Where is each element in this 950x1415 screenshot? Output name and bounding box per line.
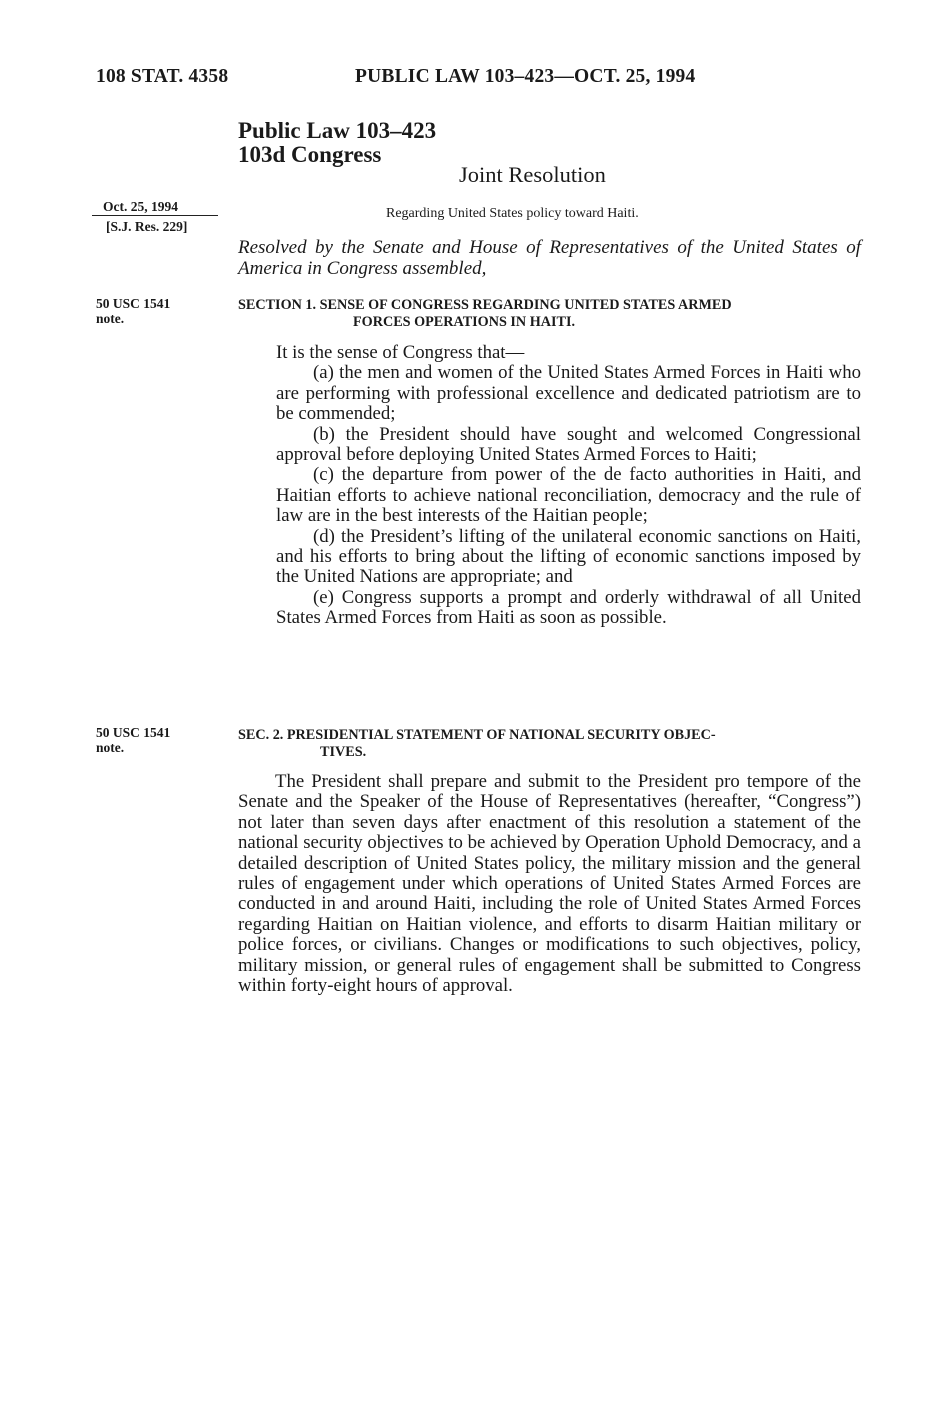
law-number: Public Law 103–423: [238, 118, 437, 143]
margin-note-1-label: note.: [96, 311, 125, 326]
section-2-body: [238, 772, 861, 996]
section-1-item-a: (a) the men and women of the United States Armed Forces in Haiti who are performing with professional excellence and dedicated patriotism are to be commended;: [276, 362, 861, 425]
enactment-date: Oct. 25, 1994: [103, 199, 178, 214]
margin-note-1-cite: 50 USC 1541: [96, 296, 171, 311]
running-title: PUBLIC LAW 103–423—OCT. 25, 1994: [355, 66, 696, 87]
margin-note-2: [96, 725, 170, 755]
margin-note-2-label: note.: [96, 740, 125, 755]
section-1-item-c: (c) the departure from power of the de facto authorities in Haiti, and Haitian efforts to achieve national reconciliation, democracy and the rule of law are in the best interests of the Haitian people;: [276, 464, 861, 527]
section-1-intro: It is the sense of Congress that—: [276, 342, 525, 363]
section-2-text: The President shall prepare and submit to the President pro tempore of the Senate and the Speaker of the House of Representatives (hereafter, “Congress”) not later than seven days after enactment of this resolution a statement of the national security objectives to be achieved by Operation Uphold Democracy, and a detailed description of United States policy, the military mission and the general rules of engagement under which operations of United States Armed Forces are conducted in and around Haiti, including the role of United States Armed Forces regarding Haitian on Haitian violence, and efforts to disarm Haitian military or police forces, or civilians. Changes or modifications to such objectives, policy, military mission, or general rules of engagement shall be submitted to Congress within forty-eight hours of approval.: [238, 771, 861, 997]
stat-reference: 108 STAT. 4358: [96, 66, 229, 87]
section-1-heading: [238, 297, 868, 331]
section-1-item-d: (d) the President’s lifting of the unilateral economic sanctions on Haiti, and his efforts to bring about the lifting of economic sanctions imposed by the United Nations are appropriate; and: [276, 525, 861, 588]
margin-note-2-cite: 50 USC 1541: [96, 725, 171, 740]
congress-number: 103d Congress: [238, 142, 382, 167]
section-2-heading-line1: SEC. 2. PRESIDENTIAL STATEMENT OF NATIONAL SECURITY OBJEC-: [238, 727, 716, 743]
section-1-body: [276, 343, 861, 629]
margin-rule: [92, 215, 218, 216]
document-type: Joint Resolution: [459, 162, 606, 187]
section-1-heading-line1: SECTION 1. SENSE OF CONGRESS REGARDING UNITED STATES ARMED: [238, 297, 732, 313]
section-1-heading-line2: FORCES OPERATIONS IN HAITI.: [353, 314, 576, 330]
enacting-clause: Resolved by the Senate and House of Representatives of the United States of America in Congress assembled,: [238, 237, 861, 279]
resolution-purpose: Regarding United States policy toward Haiti.: [386, 206, 639, 221]
margin-note-1: [96, 296, 170, 326]
section-2-heading: [238, 727, 868, 761]
bill-number: [S.J. Res. 229]: [106, 219, 188, 234]
section-1-item-e: (e) Congress supports a prompt and orderly withdrawal of all United States Armed Forces from Haiti as soon as possible.: [276, 586, 861, 629]
section-1-item-b: (b) the President should have sought and welcomed Congressional approval before deploying United States Armed Forces to Haiti;: [276, 423, 861, 466]
section-2-heading-line2: TIVES.: [320, 744, 367, 760]
